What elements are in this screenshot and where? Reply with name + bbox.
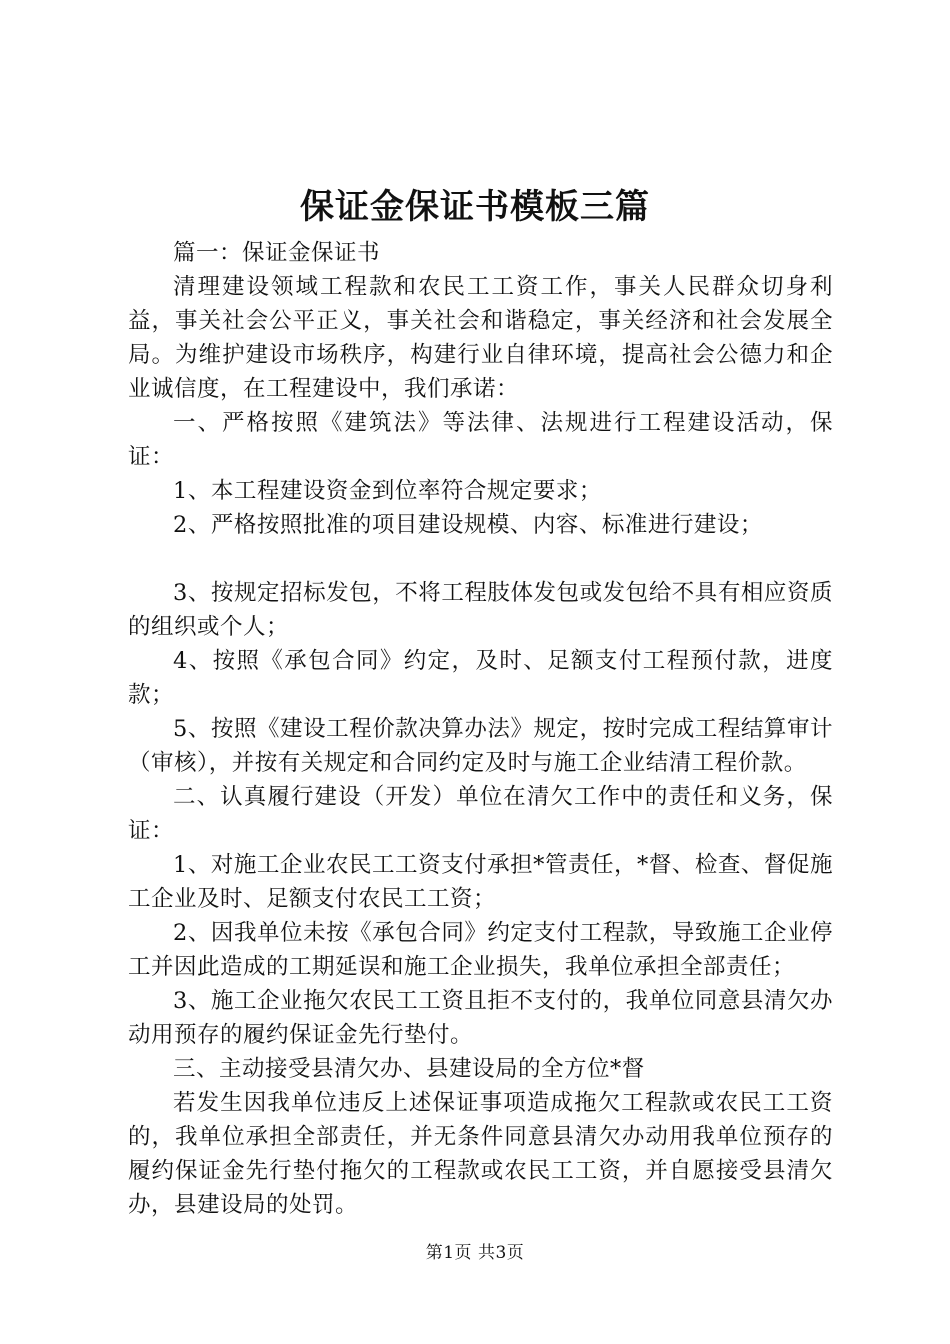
blank-line	[128, 542, 833, 576]
document-title: 保证金保证书模板三篇	[300, 187, 650, 227]
list-item: 3、按规定招标发包，不将工程肢体发包或发包给不具有相应资质的组织或个人；	[128, 580, 833, 640]
list-item: 1、对施工企业农民工工资支付承担*管责任，*督、检查、督促施工企业及时、足额支付农民工工资；	[128, 852, 833, 912]
clause-heading: 三、主动接受县清欠办、县建设局的全方位*督	[173, 1056, 645, 1082]
section-heading: 篇一：保证金保证书	[173, 240, 381, 266]
body-paragraph: 若发生因我单位违反上述保证事项造成拖欠工程款或农民工工资的，我单位承担全部责任，并无条件同意县清欠办动用我单位预存的履约保证金先行垫付拖欠的工程款或农民工工资，并自愿接受县清欠办，县建设局的处罚。	[128, 1090, 833, 1218]
list-item: 4、按照《承包合同》约定，及时、足额支付工程预付款，进度款；	[128, 648, 833, 708]
clause-heading: 一、严格按照《建筑法》等法律、法规进行工程建设活动，保证：	[128, 410, 833, 470]
clause-heading: 二、认真履行建设（开发）单位在清欠工作中的责任和义务，保证：	[128, 784, 833, 844]
list-item: 5、按照《建设工程价款决算办法》规定，按时完成工程结算审计（审核），并按有关规定和合同约定及时与施工企业结清工程价款。	[128, 716, 833, 776]
body-paragraph: 清理建设领域工程款和农民工工资工作，事关人民群众切身利益，事关社会公平正义，事关社会和谐稳定，事关经济和社会发展全局。为维护建设市场秩序，构建行业自律环境，提高社会公德力和企业诚信度，在工程建设中，我们承诺：	[128, 274, 833, 402]
list-item: 3、施工企业拖欠农民工工资且拒不支付的，我单位同意县清欠办动用预存的履约保证金先行垫付。	[128, 988, 833, 1048]
page-footer: 第1页 共3页	[425, 1243, 525, 1263]
list-item: 2、因我单位未按《承包合同》约定支付工程款，导致施工企业停工并因此造成的工期延误和施工企业损失，我单位承担全部责任；	[128, 920, 833, 980]
list-item: 1、本工程建设资金到位率符合规定要求；	[173, 478, 602, 504]
document-body	[128, 236, 833, 1222]
list-item: 2、严格按照批准的项目建设规模、内容、标准进行建设；	[173, 512, 763, 538]
